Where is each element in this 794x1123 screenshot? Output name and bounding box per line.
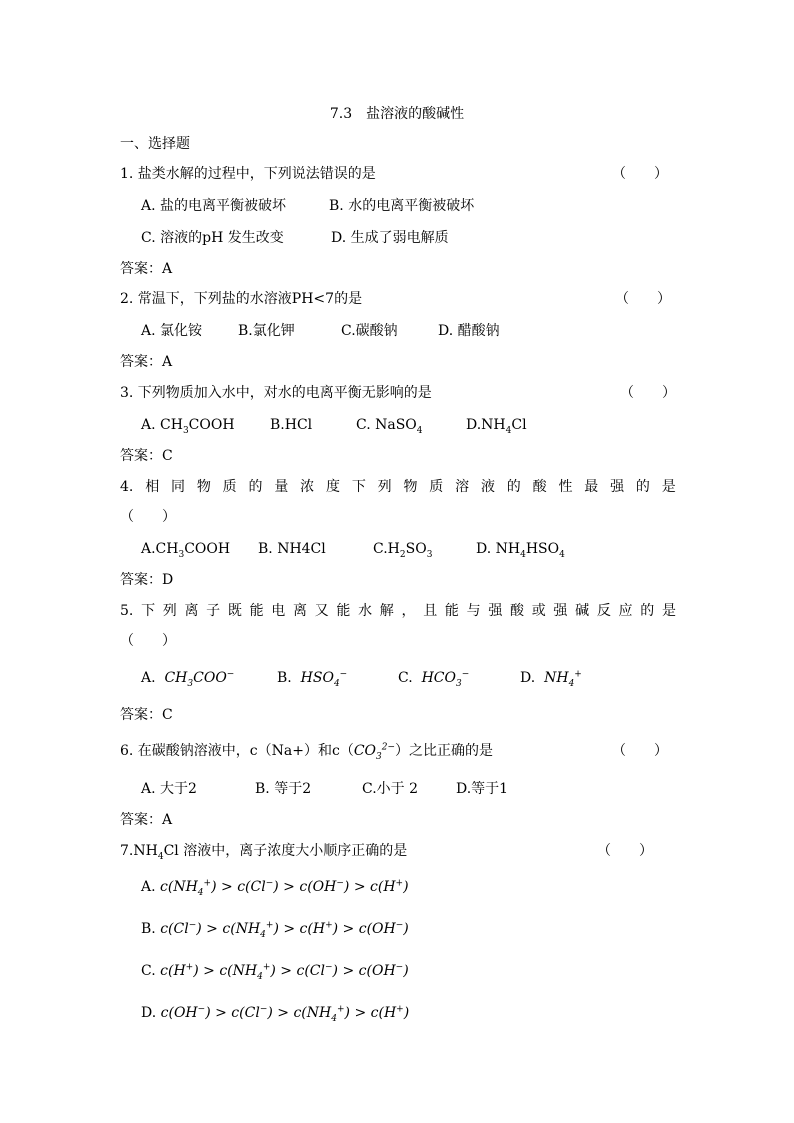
question-7-option-a: A. $c(NH_4^+) > c(Cl^-) > c(OH^-) > c(H^+)$ <box>141 878 409 898</box>
question-6-option-a: A. 大于2 <box>141 781 197 797</box>
stem-char: 最 <box>584 479 599 495</box>
stem-char: 溶 <box>455 479 470 495</box>
stem-char: 质 <box>429 479 444 495</box>
stem-char: 离 <box>292 603 307 619</box>
question-1-option-c: C. 溶液的pH 发生改变 <box>141 230 284 246</box>
stem-char: 质 <box>222 479 237 495</box>
question-6-stem: 6. 在碳酸钠溶液中，c（Na+）和$c(CO_3^{2-})$之比正确的是 <box>120 742 494 762</box>
stem-char: 既 <box>227 603 242 619</box>
stem-char: 能 <box>249 603 264 619</box>
question-7-bracket: （ ） <box>597 843 653 859</box>
question-6-option-d: D.等于1 <box>456 781 509 797</box>
question-7-option-b: B. $c(Cl^-) > c(NH_4^+) > c(H^+) > c(OH^-)$ <box>141 920 409 940</box>
question-4-stem <box>120 478 676 496</box>
stem-char: 4. <box>120 479 134 495</box>
stem-char: 应 <box>618 603 633 619</box>
stem-char: 酸 <box>510 603 525 619</box>
stem-char: 同 <box>171 479 186 495</box>
question-1-option-b: B. 水的电离平衡被破坏 <box>329 198 475 214</box>
question-5-option-d: D. $NH_4^+$ <box>520 669 582 689</box>
stem-char: 度 <box>325 479 340 495</box>
stem-char: 的 <box>248 479 263 495</box>
stem-char: 与 <box>466 603 481 619</box>
question-6-option-c: C.小于 2 <box>362 781 419 797</box>
stem-char: 5. <box>120 603 134 619</box>
question-6-answer: 答案：A <box>120 812 173 828</box>
question-1-bracket: （ ） <box>612 166 668 182</box>
question-2-answer: 答案：A <box>120 354 173 370</box>
stem-char: 液 <box>480 479 495 495</box>
stem-char: 浓 <box>300 479 315 495</box>
question-1-option-d: D. 生成了弱电解质 <box>331 230 449 246</box>
question-2-stem: 2. 常温下，下列盐的水溶液PH<7的是 <box>120 291 363 307</box>
question-3-stem: 3. 下列物质加入水中，对水的电离平衡无影响的是 <box>120 385 432 401</box>
question-1-stem: 1. 盐类水解的过程中，下列说法错误的是 <box>120 166 376 182</box>
question-6-option-b: B. 等于2 <box>255 781 312 797</box>
question-2-bracket: （ ） <box>615 291 671 307</box>
page-title: 7.3 盐溶液的酸碱性 <box>329 106 465 122</box>
question-5-option-a: A. $CH_3COO^-$ <box>141 669 235 689</box>
question-3-option-d: $D.NH_4Cl$ <box>466 417 527 436</box>
stem-char: 物 <box>403 479 418 495</box>
question-5-answer: 答案：C <box>120 707 173 723</box>
question-2-option-b: B.氯化钾 <box>238 323 295 339</box>
question-3-option-a: A. $CH_3COOH$ <box>141 417 235 436</box>
question-4-bracket: （ ） <box>120 509 176 525</box>
stem-char: 解 <box>379 603 394 619</box>
section-heading: 一、选择题 <box>120 136 190 152</box>
question-2-option-a: A. 氯化铵 <box>141 323 203 339</box>
stem-char: 性 <box>558 479 573 495</box>
question-4-option-c: $C.H_2SO_3$ <box>373 541 433 560</box>
question-3-answer: 答案：C <box>120 448 173 464</box>
question-4-option-d: D. $NH_4HSO_4$ <box>476 541 565 560</box>
stem-char: 强 <box>553 603 568 619</box>
stem-char: 碱 <box>575 603 590 619</box>
question-4-option-b: B. NH4Cl <box>258 541 326 557</box>
question-3-bracket: （ ） <box>620 385 676 401</box>
stem-char: 反 <box>596 603 611 619</box>
stem-char: 的 <box>640 603 655 619</box>
question-7-option-d: D. $c(OH^-) > c(Cl^-) > c(NH_4^+) > c(H^+)$ <box>141 1004 410 1024</box>
question-5-bracket: （ ） <box>120 633 176 649</box>
stem-char: 强 <box>488 603 503 619</box>
question-1-answer: 答案：A <box>120 261 173 277</box>
stem-char: 相 <box>145 479 160 495</box>
stem-char: 或 <box>531 603 546 619</box>
stem-char: 能 <box>444 603 459 619</box>
stem-char: 且 <box>423 603 438 619</box>
question-1-option-a: A. 盐的电离平衡被破坏 <box>141 198 287 214</box>
question-5-stem <box>120 602 676 620</box>
question-2-option-d: D. 醋酸钠 <box>438 323 500 339</box>
stem-char: 酸 <box>532 479 547 495</box>
question-3-option-b: B.HCl <box>270 417 313 433</box>
question-4-option-a: $A.CH_3COOH$ <box>141 541 231 560</box>
stem-char: ， <box>401 603 416 619</box>
question-4-answer: 答案：D <box>120 572 174 588</box>
stem-char: 的 <box>635 479 650 495</box>
stem-char: 离 <box>184 603 199 619</box>
question-3-option-c: C. NaSO$_4$ <box>356 417 423 436</box>
stem-char: 是 <box>661 479 676 495</box>
stem-char: 下 <box>351 479 366 495</box>
question-5-option-b: B. $HSO_4^-$ <box>277 669 348 689</box>
stem-char: 下 <box>141 603 156 619</box>
stem-char: 物 <box>196 479 211 495</box>
stem-char: 能 <box>336 603 351 619</box>
stem-char: 又 <box>314 603 329 619</box>
stem-char: 强 <box>610 479 625 495</box>
question-5-option-c: C. $HCO_3^-$ <box>398 669 470 689</box>
stem-char: 量 <box>274 479 289 495</box>
question-7-stem: $7.NH_4Cl$ 溶液中，离子浓度大小顺序正确的是 <box>120 843 408 862</box>
stem-char: 子 <box>206 603 221 619</box>
stem-char: 电 <box>271 603 286 619</box>
stem-char: 列 <box>162 603 177 619</box>
stem-char: 水 <box>358 603 373 619</box>
stem-char: 的 <box>506 479 521 495</box>
question-7-option-c: C. $c(H^+) > c(NH_4^+) > c(Cl^-) > c(OH^-)$ <box>141 962 409 982</box>
question-6-bracket: （ ） <box>612 743 668 759</box>
stem-char: 列 <box>377 479 392 495</box>
stem-char: 是 <box>661 603 676 619</box>
question-2-option-c: C.碳酸钠 <box>341 323 398 339</box>
